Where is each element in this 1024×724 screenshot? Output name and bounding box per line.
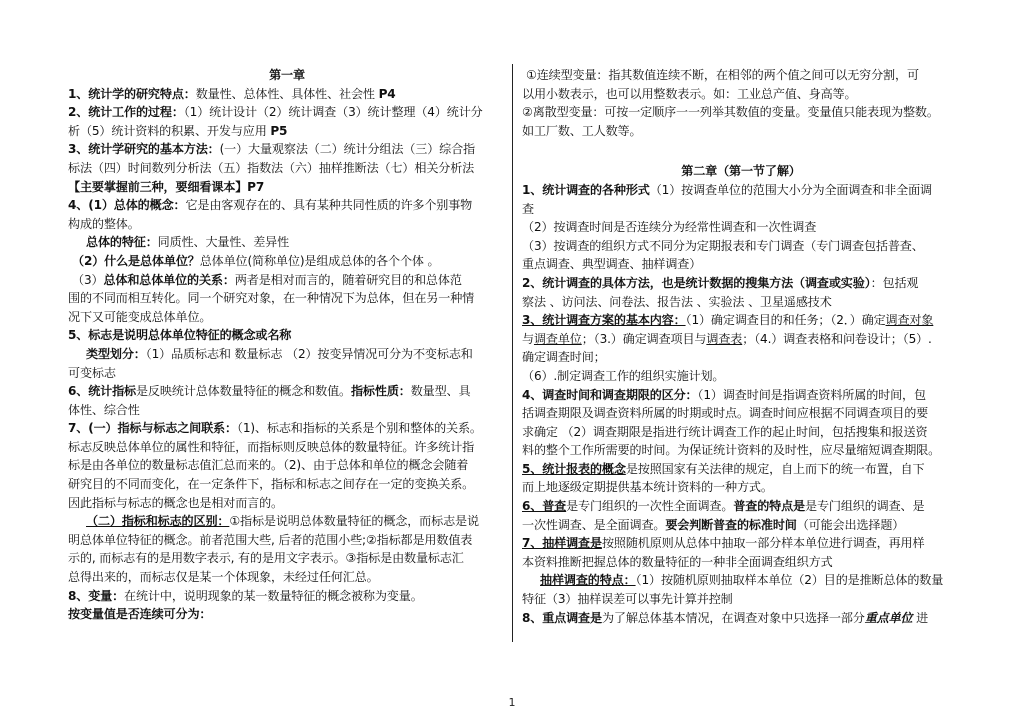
- ch2-item-8-label: 8、重点调查是: [522, 610, 602, 625]
- item-7-cont-3: 研究目的不同而变化，在一定条件下，指标和标志之间存在一定的变换关系。: [68, 477, 475, 492]
- ch2-item-8-text: 为了解总体基本情况，在调查对象中只选择一部分: [601, 610, 865, 625]
- ch2-item-7-features-text: （1）按随机原则抽取样本单位（2）目的是推断总体的数量: [635, 573, 944, 588]
- item-5-types-text: （1）品质标志和 数量标志 （2）按变异情况可分为不变标志和: [145, 346, 473, 361]
- ch2-item-6-cont: [522, 516, 960, 535]
- continuous-variable-cont: 以用小数表示，也可以用整数表示。如：工业总产值、身高等。: [522, 86, 857, 101]
- ch2-item-7-features-label: 抽样调查的特点：: [540, 573, 636, 588]
- item-5-types-cont: 可变标志: [68, 365, 116, 380]
- discrete-variable: ②离散型变量：可按一定顺序一一列举其数值的变量。变量值只能表现为整数。: [522, 105, 939, 120]
- item-4-feature: [68, 233, 506, 252]
- item-5: 5、标志是说明总体单位特征的概念或名称: [68, 328, 292, 343]
- ch2-item-6-label: 6、普查: [522, 499, 567, 514]
- ch2-item-4-text: （1）调查时间是指调查资料所属的时间，包: [697, 387, 926, 402]
- item-4-unit-label: （2）什么是总体单位？: [72, 253, 200, 268]
- item-4-relation: [68, 271, 506, 290]
- item-4-unit-text: 总体单位(简称单位)是组成总体的各个个体 。: [199, 253, 440, 268]
- item-6-text-2: 数量型、具: [410, 384, 471, 399]
- ch2-item-5-text: 是按照国家有关法律的规定，自上而下的统一布置，自下: [625, 461, 925, 476]
- item-1-text: 数量性、总体性、具体性、社会性: [195, 86, 379, 101]
- item-6-label-2: 指标性质：: [350, 384, 411, 399]
- ch2-item-3-text: （1）确定调查目的和任务；（2．）确定: [685, 313, 886, 328]
- item-5-types: [68, 345, 506, 364]
- item-7-label: 7、(一）指标与标志之间联系：: [68, 421, 237, 436]
- chapter-2-heading: 第二章（第一节了解）: [681, 164, 801, 179]
- ch2-item-4-label: 4、调查时间和调查期限的区分：: [522, 387, 698, 402]
- ch2-item-7: [522, 534, 960, 553]
- chapter-1-heading: 第一章: [269, 68, 305, 82]
- column-divider: [512, 64, 513, 642]
- ch2-item-6-label-2: 普查的特点是: [733, 499, 805, 514]
- item-7-diff-cont-2: 示的, 而标志有的是用数字表示, 有的是用文字表示。③指标是由数量标志汇: [68, 551, 464, 566]
- item-7-diff: [68, 512, 506, 531]
- item-2-text-cont: 析（5）统计资料的积累、开发与应用: [68, 123, 271, 138]
- item-4-feature-text: 同质性、大量性、差异性: [157, 235, 290, 250]
- item-3: [68, 140, 506, 159]
- item-4-relation-num: （3）: [72, 272, 104, 287]
- ch2-item-3-label: 3、统计调查方案的基本内容：: [522, 313, 686, 328]
- ch2-item-5-cont: 而上地逐级定期提供基本统计资料的一种方式。: [522, 480, 773, 495]
- page-number: 1: [508, 696, 516, 709]
- ch2-item-3-survey-unit: 调查单位: [533, 331, 582, 346]
- ch2-item-5-label: 5、统计报表的概念: [522, 461, 626, 476]
- item-4-text: 它是由客观存在的、具有某种共同性质的许多个别事物: [185, 198, 473, 213]
- ch2-item-7-label: 7、抽样调查是: [522, 536, 602, 551]
- item-7: [68, 419, 506, 438]
- item-8-text: 在统计中，说明现象的某一数量特征的概念被称为变量。: [124, 588, 423, 603]
- ch2-item-3-cont-2: 确定调查时间；: [522, 350, 606, 365]
- item-7-diff-cont-1: 明总体单位特征的概念。前者范围大些, 后者的范围小些;②指标都是用数值表: [68, 532, 473, 547]
- continuous-variable: ①连续型变量：指其数值连续不断，在相邻的两个值之间可以无穷分割，可: [526, 68, 919, 82]
- item-2: [68, 103, 506, 122]
- ch2-item-7-features: [522, 571, 960, 590]
- item-7-cont-2: 标是由各单位的数量标志值汇总而来的。（2)、由于总体和单位的概念会随着: [68, 458, 469, 473]
- ch2-item-1-text: （1）按调查单位的范围大小分为全面调查和非全面调: [649, 182, 932, 197]
- item-1: [68, 85, 506, 104]
- item-4-relation-label: 总体和总体单位的关系：: [103, 272, 235, 287]
- ch2-item-6-text: 是专门组织的一次性全面调查。: [566, 499, 734, 514]
- ch2-item-3-text-2: ；（3.）确定调查项目与: [581, 331, 707, 346]
- item-4-relation-cont-1: 围的不同而相互转化。同一个研究对象，在一种情况下为总体，但在另一种情: [68, 291, 475, 306]
- item-4-text-cont: 构成的整体。: [68, 216, 140, 231]
- ch2-item-7-features-cont: 特征（3）抽样误差可以事先计算并控制: [522, 592, 733, 607]
- ch2-item-6: [522, 497, 960, 516]
- ch2-item-7-cont: 本资料推断把握总体的数量特征的一种非全面调查组织方式: [522, 554, 833, 569]
- ch2-item-7-text: 按照随机原则从总体中抽取一部分样本单位进行调查，再用样: [601, 536, 925, 551]
- item-4-cont: [68, 215, 506, 234]
- ch2-item-8: [522, 609, 960, 628]
- item-4-unit: [68, 252, 506, 271]
- right-column: [522, 66, 960, 627]
- ch2-item-1-label: 1、统计调查的各种形式: [522, 182, 650, 197]
- ch2-item-1-sub-3-cont: 重点调查、典型调查、抽样调查）: [522, 257, 702, 272]
- item-1-page: P4: [378, 86, 396, 101]
- item-7-diff-cont-3: 总得出来的，而标志仅是某一个体现象，未经过任何汇总。: [68, 570, 379, 585]
- ch2-item-5: [522, 460, 960, 479]
- item-1-label: 1、统计学的研究特点：: [68, 86, 196, 101]
- ch2-item-3-cont-3: （6）.制定调查工作的组织实施计划。: [522, 368, 725, 383]
- item-7-diff-label: （二）指标和标志的区别：: [86, 514, 230, 529]
- ch2-item-6-text-2: 是专门组织的调查、是: [805, 499, 925, 514]
- ch2-item-4-cont-2: 求确定 （2）调查期限是指进行统计调查工作的起止时间，包括搜集和报送资: [522, 424, 928, 439]
- ch2-item-6-emphasis: 要会判断普查的标准时间: [665, 517, 797, 532]
- ch2-item-1-sub-3: （3）按调查的组织方式不同分为定期报表和专门调查（专门调查包括普查、: [522, 238, 924, 253]
- ch2-item-6-note: （可能会出选择题）: [796, 517, 905, 532]
- item-3-cont: [68, 159, 506, 178]
- item-7-cont-4: 因此指标与标志的概念也是相对而言的。: [68, 495, 283, 510]
- item-4: [68, 196, 506, 215]
- item-7-diff-text: ①指标是说明总体数量特征的概念，而标志是说: [229, 514, 479, 529]
- ch2-item-2-cont: 察法 、访问法、问卷法、报告法 、实验法 、卫星遥感技术: [522, 294, 832, 309]
- ch2-item-4-cont-3: 料的整个工作所需要的时间。为保证统计资料的及时性，应尽量缩短调查期限。: [522, 443, 941, 458]
- left-column: [68, 66, 506, 624]
- ch2-item-3-text-3: ；（4.）调查表格和问卷设计；（5）.: [742, 331, 932, 346]
- item-6-text: 是反映统计总体数量特征的概念和数值。: [135, 384, 351, 399]
- item-4-label: 4、(1）总体的概念：: [68, 198, 186, 213]
- ch2-item-3-cont-1: [522, 330, 960, 349]
- ch2-item-2: [522, 274, 960, 293]
- item-8-sub: 按变量值是否连续可分为：: [68, 607, 212, 622]
- ch2-item-3-survey-table: 调查表: [706, 331, 743, 346]
- item-6-cont: 体性、综合性: [68, 402, 140, 417]
- item-8: [68, 587, 506, 606]
- discrete-variable-cont: 如工厂数、工人数等。: [522, 123, 642, 138]
- ch2-item-1-cont: 查: [522, 201, 534, 216]
- ch2-item-2-label: 2、统计调查的具体方法，也是统计数据的搜集方法（调查或实验）: [522, 275, 871, 290]
- ch2-item-1: [522, 181, 960, 200]
- ch2-item-3: [522, 311, 960, 330]
- ch2-item-4: [522, 386, 960, 405]
- item-2-page: P5: [270, 123, 288, 138]
- item-3-label: 3、统计学研究的基本方法：: [68, 142, 220, 157]
- item-3-text: (一）大量观察法（二）统计分组法（三）综合指: [219, 142, 475, 157]
- item-3-text-cont: 标法（四）时间数列分析法（五）指数法（六）抽样推断法（七）相关分析法: [68, 160, 475, 175]
- item-2-label: 2、统计工作的过程：: [68, 105, 184, 120]
- ch2-item-8-text-2: 进: [912, 610, 929, 625]
- ch2-item-1-sub-2: （2）按调查时间是否连续分为经常性调查和一次性调查: [522, 220, 817, 235]
- item-2-text: （1）统计设计（2）统计调查（3）统计整理（4）统计分: [183, 105, 483, 120]
- item-7-text: （1)、标志和指标的关系是个别和整体的关系。: [236, 421, 482, 436]
- item-7-cont-1: 标志反映总体单位的属性和特征，而指标则反映总体的数量特征。许多统计指: [68, 439, 475, 454]
- item-8-label: 8、变量：: [68, 588, 125, 603]
- item-4-relation-cont-2: 况下又可能变成总体单位。: [68, 309, 212, 324]
- ch2-item-4-cont-1: 括调查期限及调查资料所属的时期或时点。调查时间应根据不同调查项目的要: [522, 406, 929, 421]
- item-6: [68, 382, 506, 401]
- item-4-feature-label: 总体的特征：: [86, 235, 158, 250]
- ch2-item-8-key-units: 重点单位: [864, 610, 913, 625]
- ch2-item-3-survey-object: 调查对象: [885, 313, 934, 328]
- item-3-note: 【主要掌握前三种，要细看课本】P7: [68, 179, 265, 194]
- ch2-item-2-text: ：包括观: [870, 275, 919, 290]
- spacer: [522, 140, 960, 162]
- ch2-item-3-and: 与: [522, 331, 534, 346]
- item-2-cont: [68, 122, 506, 141]
- item-6-label: 6、统计指标: [68, 384, 136, 399]
- ch2-item-6-cont-text: 一次性调查、是全面调查。: [522, 517, 666, 532]
- item-5-types-label: 类型划分：: [86, 346, 146, 361]
- item-4-relation-text: 两者是相对而言的，随着研究目的和总体范: [234, 272, 462, 287]
